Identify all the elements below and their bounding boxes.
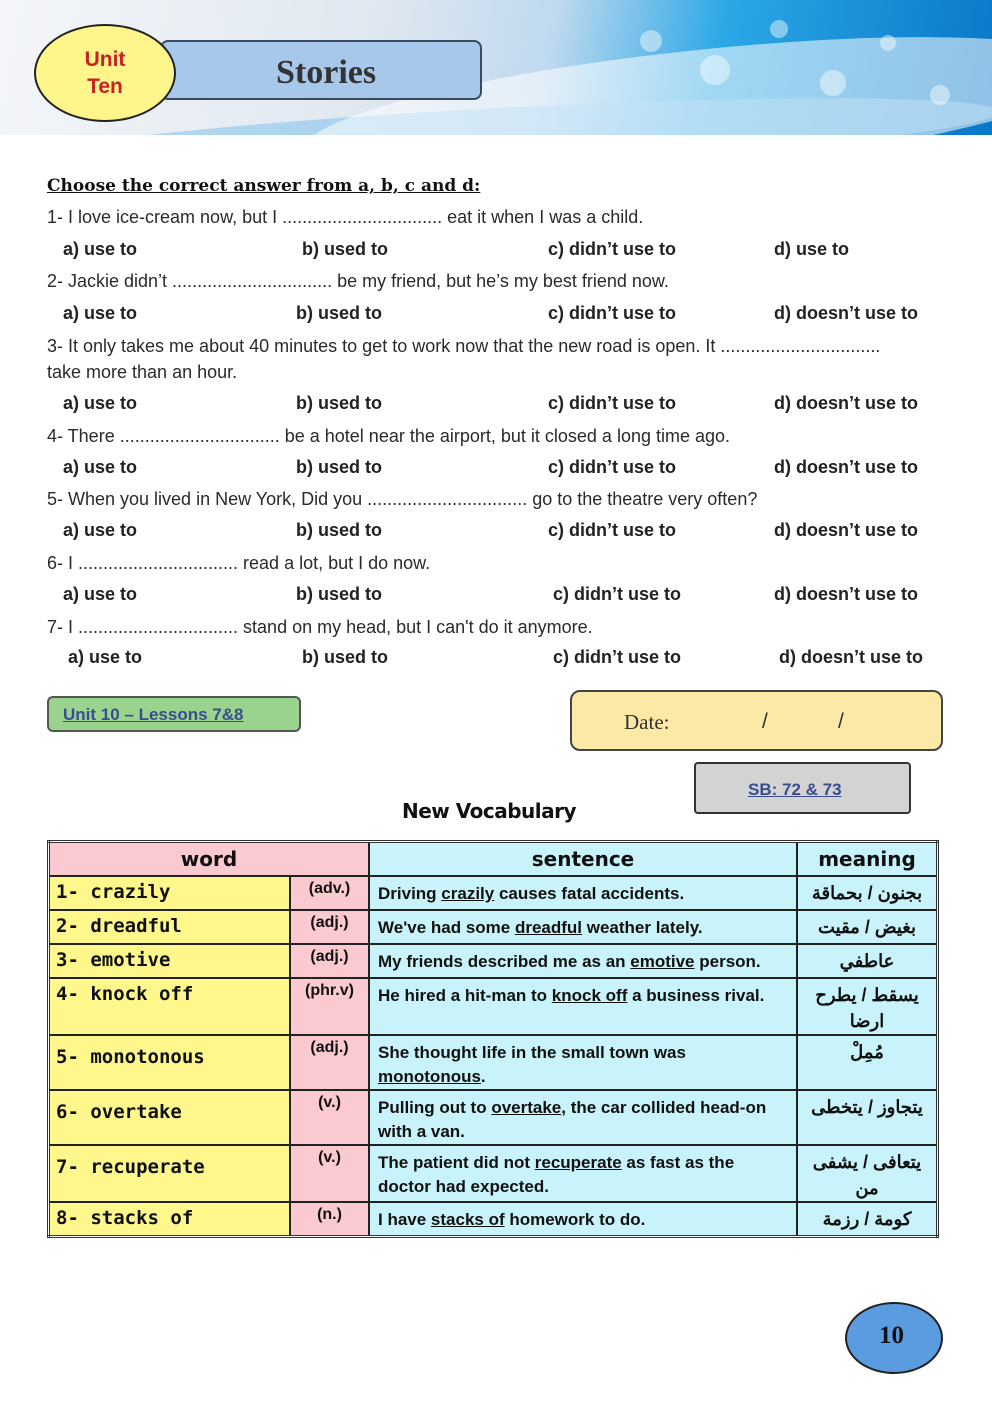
table-header-row	[49, 842, 938, 877]
option: b) used to	[296, 520, 382, 540]
part-of-speech-cell	[290, 978, 369, 1035]
option: c) didn’t use to	[548, 520, 676, 540]
vocab-word: 5- monotonous	[56, 1046, 205, 1068]
date-label: Date:	[624, 710, 670, 734]
banner-bokeh	[930, 85, 950, 105]
vocab-word: 6- overtake	[56, 1101, 182, 1123]
option: a) use to	[63, 239, 138, 259]
target-word: crazily	[441, 884, 495, 903]
banner-bokeh	[820, 70, 846, 96]
sentence-text: , the car collided head-on with a van.	[378, 1098, 767, 1141]
sentence-text: I have	[378, 1210, 431, 1229]
part-of-speech-cell	[290, 1090, 369, 1145]
example-sentence-cell	[369, 1035, 797, 1090]
vocab-word: 3- emotive	[56, 949, 171, 971]
meaning: مُمِلْ	[850, 1042, 884, 1062]
date-separator: /	[838, 710, 844, 733]
vocab-word-cell	[49, 1035, 291, 1090]
table-row	[49, 978, 938, 1035]
part-of-speech-cell	[290, 1145, 369, 1202]
example-sentence	[370, 877, 796, 906]
unit-badge	[34, 24, 176, 122]
table-row	[49, 944, 938, 978]
option: a) use to	[63, 393, 138, 413]
option: d) doesn’t use to	[774, 520, 918, 540]
table-row	[49, 1035, 938, 1090]
column-header-meaning: meaning	[797, 842, 938, 877]
date-separator: /	[762, 710, 768, 733]
sentence-text: My friends described me as an	[378, 952, 631, 971]
meaning: بغيض / مقيت	[817, 917, 917, 937]
vocab-word: 1- crazily	[56, 881, 171, 903]
option: b) used to	[302, 239, 388, 259]
example-sentence	[370, 1036, 796, 1089]
example-sentence-cell	[369, 1145, 797, 1202]
option: b) used to	[296, 457, 382, 477]
unit-label: Unit	[84, 48, 126, 71]
example-sentence-cell	[369, 876, 797, 910]
table-row	[49, 876, 938, 910]
option: c) didn’t use to	[548, 239, 676, 259]
sentence-text: causes fatal accidents.	[494, 884, 685, 903]
example-sentence	[370, 945, 796, 974]
sentence-text: The patient did not	[378, 1153, 535, 1172]
example-sentence	[370, 1146, 796, 1199]
option: b) used to	[296, 584, 382, 604]
sentence-text: Pulling out to	[378, 1098, 492, 1117]
target-word: stacks of	[430, 1210, 505, 1229]
option: d) doesn’t use to	[774, 457, 918, 477]
vocab-word-cell	[49, 876, 291, 910]
option: d) doesn’t use to	[779, 647, 923, 667]
sentence-text: person.	[694, 952, 761, 971]
option: c) didn’t use to	[548, 393, 676, 413]
vocab-word: 8- stacks of	[56, 1207, 194, 1229]
example-sentence	[370, 979, 796, 1008]
sentence-text: weather lately.	[582, 918, 703, 937]
question: 2- Jackie didn’t ................................ be my friend, but he’s my best friend now.	[47, 271, 669, 291]
meaning: يتجاوز / يتخطى	[811, 1097, 923, 1117]
part-of-speech: (n.)	[317, 1206, 342, 1223]
vocabulary-title: New Vocabulary	[402, 799, 577, 823]
part-of-speech: (adj.)	[310, 914, 349, 931]
option: d) use to	[774, 239, 849, 259]
option: c) didn’t use to	[548, 457, 676, 477]
question: 5- When you lived in New York, Did you ................................ go to the theatre very often?	[47, 489, 758, 509]
meaning-cell	[797, 1202, 938, 1236]
unit-title: Stories	[276, 54, 377, 91]
date-box	[570, 690, 943, 751]
sentence-text: He hired a hit-man to	[378, 986, 552, 1005]
part-of-speech: (v.)	[318, 1094, 341, 1111]
meaning: كومة / رزمة	[822, 1209, 912, 1229]
column-header-sentence: sentence	[369, 842, 797, 877]
option: c) didn’t use to	[553, 647, 681, 667]
target-word: monotonous	[378, 1067, 481, 1086]
example-sentence-cell	[369, 978, 797, 1035]
banner-bokeh	[640, 30, 662, 52]
sentence-text: homework to do.	[504, 1210, 646, 1229]
part-of-speech: (v.)	[318, 1149, 341, 1166]
option: a) use to	[63, 584, 138, 604]
meaning-cell	[797, 876, 938, 910]
target-word: dreadful	[514, 918, 583, 937]
table-row	[49, 1090, 938, 1145]
question: 1- I love ice-cream now, but I ................................ eat it when I was a child.	[47, 207, 644, 227]
part-of-speech: (phr.v)	[305, 982, 354, 999]
part-of-speech: (adv.)	[308, 880, 351, 897]
vocab-word: 7- recuperate	[56, 1156, 205, 1178]
option: c) didn’t use to	[548, 303, 676, 323]
vocab-word: 2- dreadful	[56, 915, 182, 937]
part-of-speech: (adj.)	[310, 1039, 349, 1056]
option: b) used to	[296, 393, 382, 413]
example-sentence-cell	[369, 944, 797, 978]
vocab-word-cell	[49, 910, 291, 944]
question: 7- I ................................ stand on my head, but I can't do it anymore.	[47, 617, 593, 637]
table-row	[49, 1145, 938, 1202]
example-sentence-cell	[369, 1090, 797, 1145]
target-word: emotive	[630, 952, 695, 971]
vocab-word-cell	[49, 1145, 291, 1202]
meaning-cell	[797, 944, 938, 978]
lesson-label: Unit 10 – Lessons 7&8	[63, 705, 244, 724]
example-sentence	[370, 1091, 796, 1144]
target-word: overtake	[491, 1098, 562, 1117]
option: a) use to	[63, 520, 138, 540]
option: b) used to	[302, 647, 388, 667]
part-of-speech-cell	[290, 944, 369, 978]
page-number: 10	[879, 1322, 904, 1349]
student-book-pages: SB: 72 & 73	[748, 780, 842, 799]
sentence-text: Driving	[378, 884, 442, 903]
sentence-text: a business rival.	[627, 986, 765, 1005]
meaning-cell	[797, 1035, 938, 1090]
vocabulary-table	[47, 840, 939, 1238]
vocab-word-cell	[49, 1090, 291, 1145]
vocab-word-cell	[49, 944, 291, 978]
example-sentence-cell	[369, 1202, 797, 1236]
exercise-instruction: Choose the correct answer from a, b, c and d:	[47, 176, 481, 196]
part-of-speech-cell	[290, 910, 369, 944]
question-continued: take more than an hour.	[47, 362, 238, 382]
meaning: عاطفي	[839, 951, 895, 971]
meaning-cell	[797, 1145, 938, 1202]
example-sentence	[370, 911, 796, 940]
option: b) used to	[296, 303, 382, 323]
sentence-text: .	[480, 1067, 486, 1086]
student-book-pages-box	[694, 762, 911, 814]
part-of-speech: (adj.)	[310, 948, 349, 965]
option: d) doesn’t use to	[774, 393, 918, 413]
sentence-text: We've had some	[378, 918, 515, 937]
option: d) doesn’t use to	[774, 303, 918, 323]
meaning-cell	[797, 978, 938, 1035]
vocab-word: 4- knock off	[56, 983, 194, 1005]
option: a) use to	[63, 303, 138, 323]
part-of-speech-cell	[290, 876, 369, 910]
sentence-text: She thought life in the small town was	[378, 1043, 686, 1062]
banner-bokeh	[880, 35, 896, 51]
unit-number: Ten	[87, 75, 123, 98]
option: a) use to	[63, 457, 138, 477]
question: 3- It only takes me about 40 minutes to get to work now that the new road is open. It ................................	[47, 336, 881, 356]
question: 4- There ................................ be a hotel near the airport, but it closed a long time ago.	[47, 426, 731, 446]
question: 6- I ................................ read a lot, but I do now.	[47, 553, 431, 573]
meaning-cell	[797, 1090, 938, 1145]
part-of-speech-cell	[290, 1202, 369, 1236]
meaning: بجنون / بحماقة	[811, 883, 923, 903]
meaning-cell	[797, 910, 938, 944]
sentence-text: as fast as the doctor had expected.	[378, 1153, 735, 1196]
page-number-badge	[845, 1302, 943, 1374]
example-sentence-cell	[369, 910, 797, 944]
part-of-speech-cell	[290, 1035, 369, 1090]
target-word: recuperate	[534, 1153, 622, 1172]
option: a) use to	[68, 647, 143, 667]
unit-title-box	[160, 40, 482, 100]
banner-bokeh	[770, 20, 788, 38]
target-word: knock off	[551, 986, 628, 1005]
vocab-word-cell	[49, 978, 291, 1035]
meaning: يسقط / يطرح ارضا	[815, 985, 919, 1031]
lesson-label-box	[47, 696, 301, 732]
example-sentence	[370, 1203, 796, 1232]
option: c) didn’t use to	[553, 584, 681, 604]
column-header-word: word	[49, 842, 370, 877]
meaning: يتعافى / يشفى من	[812, 1152, 922, 1198]
banner-bokeh	[700, 55, 730, 85]
option: d) doesn’t use to	[774, 584, 918, 604]
table-row	[49, 1202, 938, 1236]
vocab-word-cell	[49, 1202, 291, 1236]
table-row	[49, 910, 938, 944]
